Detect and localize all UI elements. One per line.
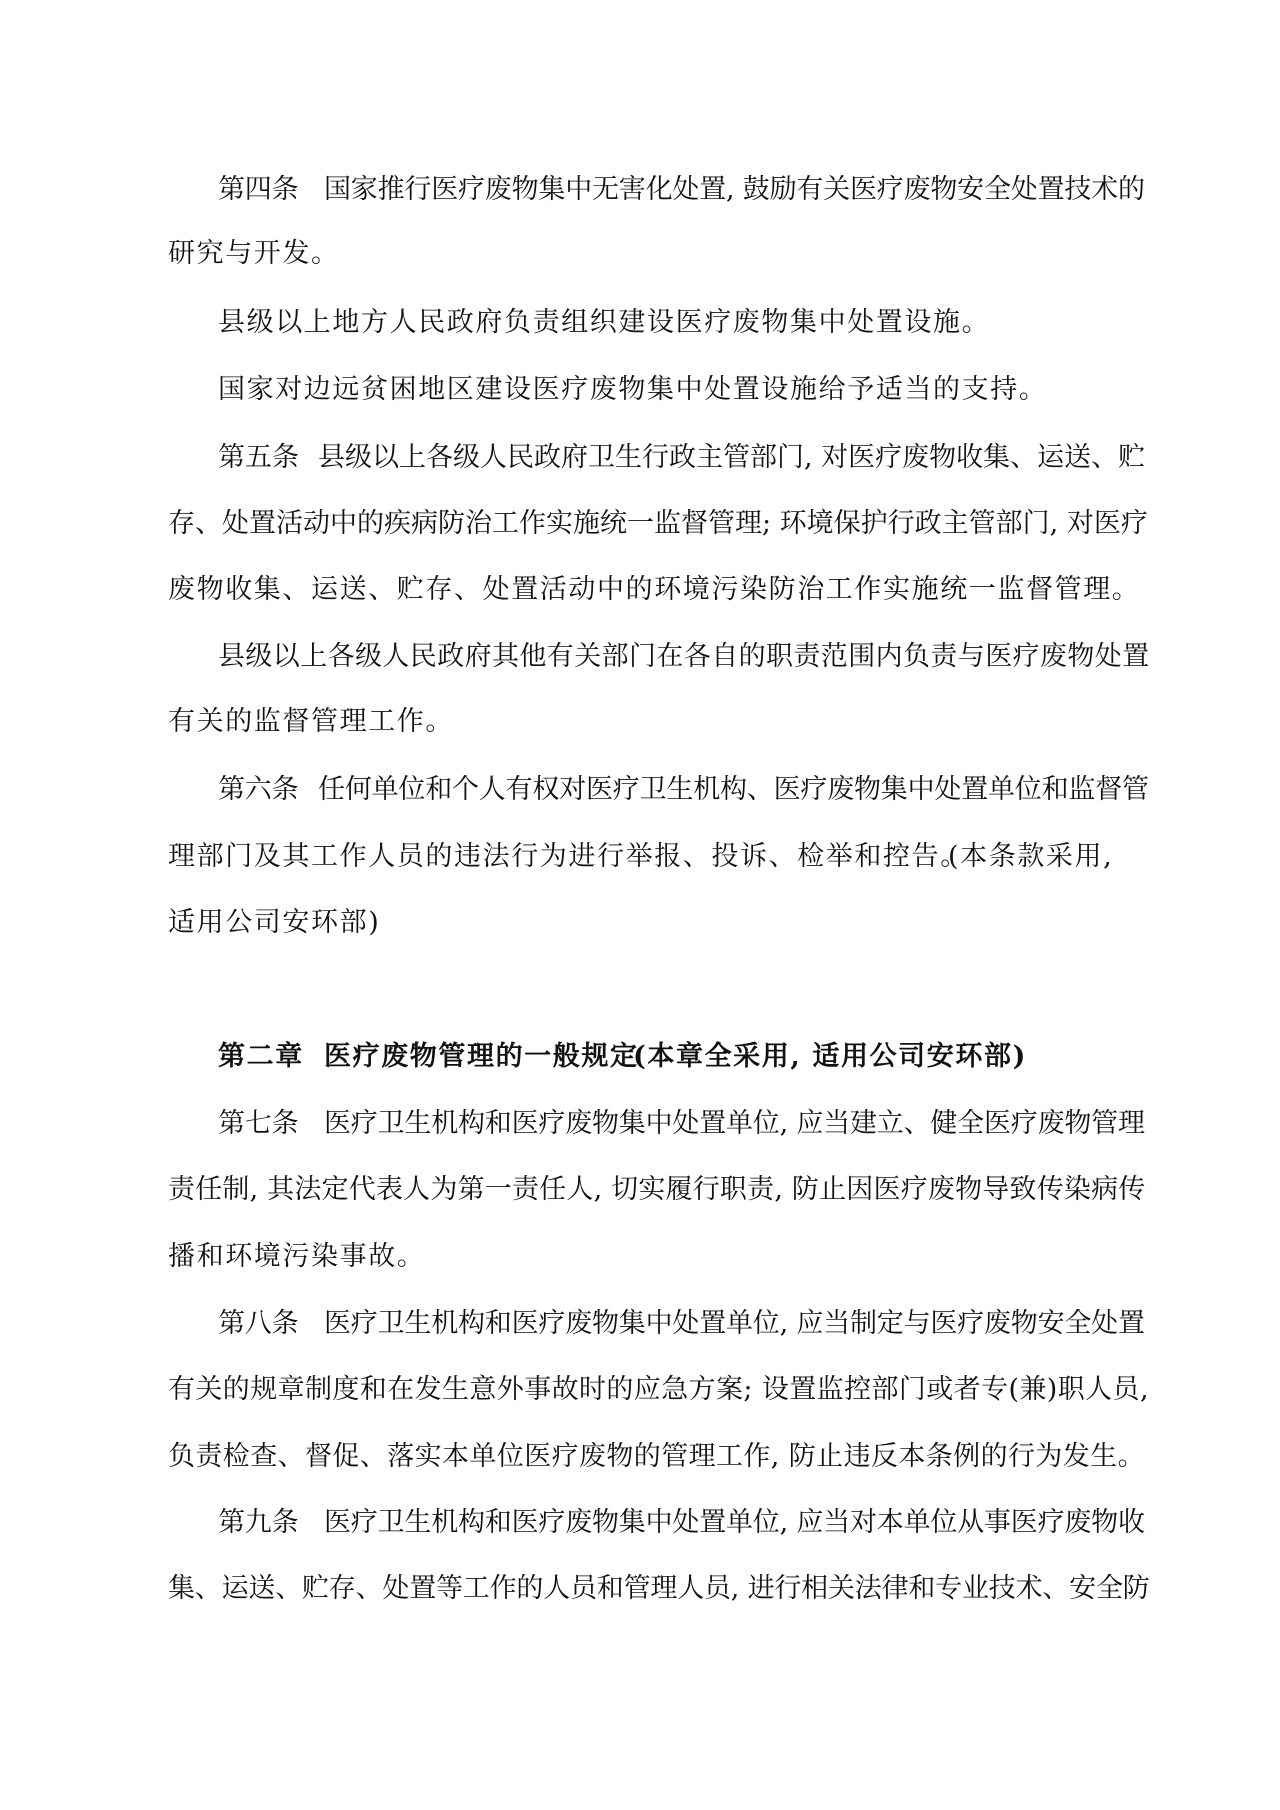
paragraph-text: 存、处置活动中的疾病防治工作实施统一监督管理; 环境保护行政主管部门, 对医疗 bbox=[168, 508, 1148, 539]
paragraph-text: 医疗卫生机构和医疗废物集中处置单位, 应当制定与医疗废物安全处置 bbox=[324, 1308, 1145, 1339]
chapter-adoption-note: (本章全采用, 适用公司安环部) bbox=[633, 1041, 1027, 1072]
paragraph-text: 县级以上各级人民政府其他有关部门在各自的职责范围内负责与医疗废物处置 bbox=[218, 641, 1150, 672]
chapter-title: 医疗废物管理的一般规定 bbox=[324, 1041, 639, 1072]
article-label: 第四条 bbox=[218, 174, 299, 205]
article-4-line-2 bbox=[0, 234, 1280, 274]
article-7-line-3 bbox=[0, 1237, 1280, 1277]
article-label: 第五条 bbox=[218, 442, 299, 473]
paragraph-text: 县级以上地方人民政府负责组织建设医疗废物集中处置设施。 bbox=[218, 307, 991, 338]
article-5-line-1 bbox=[0, 438, 1280, 478]
paragraph-text: 集、运送、贮存、处置等工作的人员和管理人员, 进行相关法律和专业技术、安全防 bbox=[168, 1573, 1150, 1604]
article-label: 第八条 bbox=[218, 1308, 299, 1339]
chapter-label: 第二章 bbox=[218, 1041, 304, 1072]
article-8-line-2 bbox=[0, 1370, 1280, 1410]
article-5-para-2-line-2 bbox=[0, 702, 1280, 742]
article-5-line-3 bbox=[0, 570, 1280, 610]
paragraph-text: 县级以上各级人民政府卫生行政主管部门, 对医疗废物收集、运送、贮 bbox=[318, 442, 1146, 473]
paragraph-text: 任何单位和个人有权对医疗卫生机构、医疗废物集中处置单位和监督管 bbox=[318, 774, 1149, 805]
paragraph-text: 播和环境污染事故。 bbox=[168, 1241, 426, 1272]
article-6-line-3 bbox=[0, 903, 1280, 943]
paragraph-text: 研究与开发。 bbox=[168, 238, 340, 269]
article-8-line-1 bbox=[0, 1304, 1280, 1344]
article-4-para-3 bbox=[0, 370, 1280, 410]
article-5-para-2-line-1 bbox=[0, 637, 1280, 677]
article-label: 第七条 bbox=[218, 1108, 299, 1139]
article-label: 第六条 bbox=[218, 774, 299, 805]
paragraph-text: 有关的监督管理工作。 bbox=[168, 706, 454, 737]
paragraph-text: 国家对边远贫困地区建设医疗废物集中处置设施给予适当的支持。 bbox=[218, 374, 1048, 405]
article-4-line-1 bbox=[0, 170, 1280, 210]
article-7-line-2 bbox=[0, 1170, 1280, 1210]
article-9-line-2 bbox=[0, 1569, 1280, 1609]
article-4-para-2 bbox=[0, 303, 1280, 343]
paragraph-text: 废物收集、运送、贮存、处置活动中的环境污染防治工作实施统一监督管理。 bbox=[168, 574, 1141, 605]
article-6-line-1 bbox=[0, 770, 1280, 810]
article-7-line-1 bbox=[0, 1104, 1280, 1144]
paragraph-text: 医疗卫生机构和医疗废物集中处置单位, 应当建立、健全医疗废物管理 bbox=[324, 1108, 1145, 1139]
paragraph-text: 国家推行医疗废物集中无害化处置, 鼓励有关医疗废物安全处置技术的 bbox=[324, 174, 1145, 205]
paragraph-text: 负责检查、督促、落实本单位医疗废物的管理工作, 防止违反本条例的行为发生。 bbox=[168, 1441, 1145, 1472]
article-6-line-2 bbox=[0, 837, 1280, 877]
article-8-line-3 bbox=[0, 1437, 1280, 1477]
adoption-note: (本条款采用, bbox=[948, 841, 1114, 872]
paragraph-text: 医疗卫生机构和医疗废物集中处置单位, 应当对本单位从事医疗废物收 bbox=[324, 1507, 1145, 1538]
paragraph-text: 理部门及其工作人员的违法行为进行举报、投诉、检举和控告。 bbox=[168, 841, 969, 872]
chapter-2-heading bbox=[0, 1037, 1280, 1077]
paragraph-text: 有关的规章制度和在发生意外事故时的应急方案; 设置监控部门或者专(兼)职人员, bbox=[168, 1374, 1149, 1405]
article-label: 第九条 bbox=[218, 1507, 299, 1538]
article-9-line-1 bbox=[0, 1503, 1280, 1543]
article-5-line-2 bbox=[0, 504, 1280, 544]
adoption-note: 适用公司安环部) bbox=[168, 907, 381, 938]
paragraph-text: 责任制, 其法定代表人为第一责任人, 切实履行职责, 防止因医疗废物导致传染病传 bbox=[168, 1174, 1146, 1205]
